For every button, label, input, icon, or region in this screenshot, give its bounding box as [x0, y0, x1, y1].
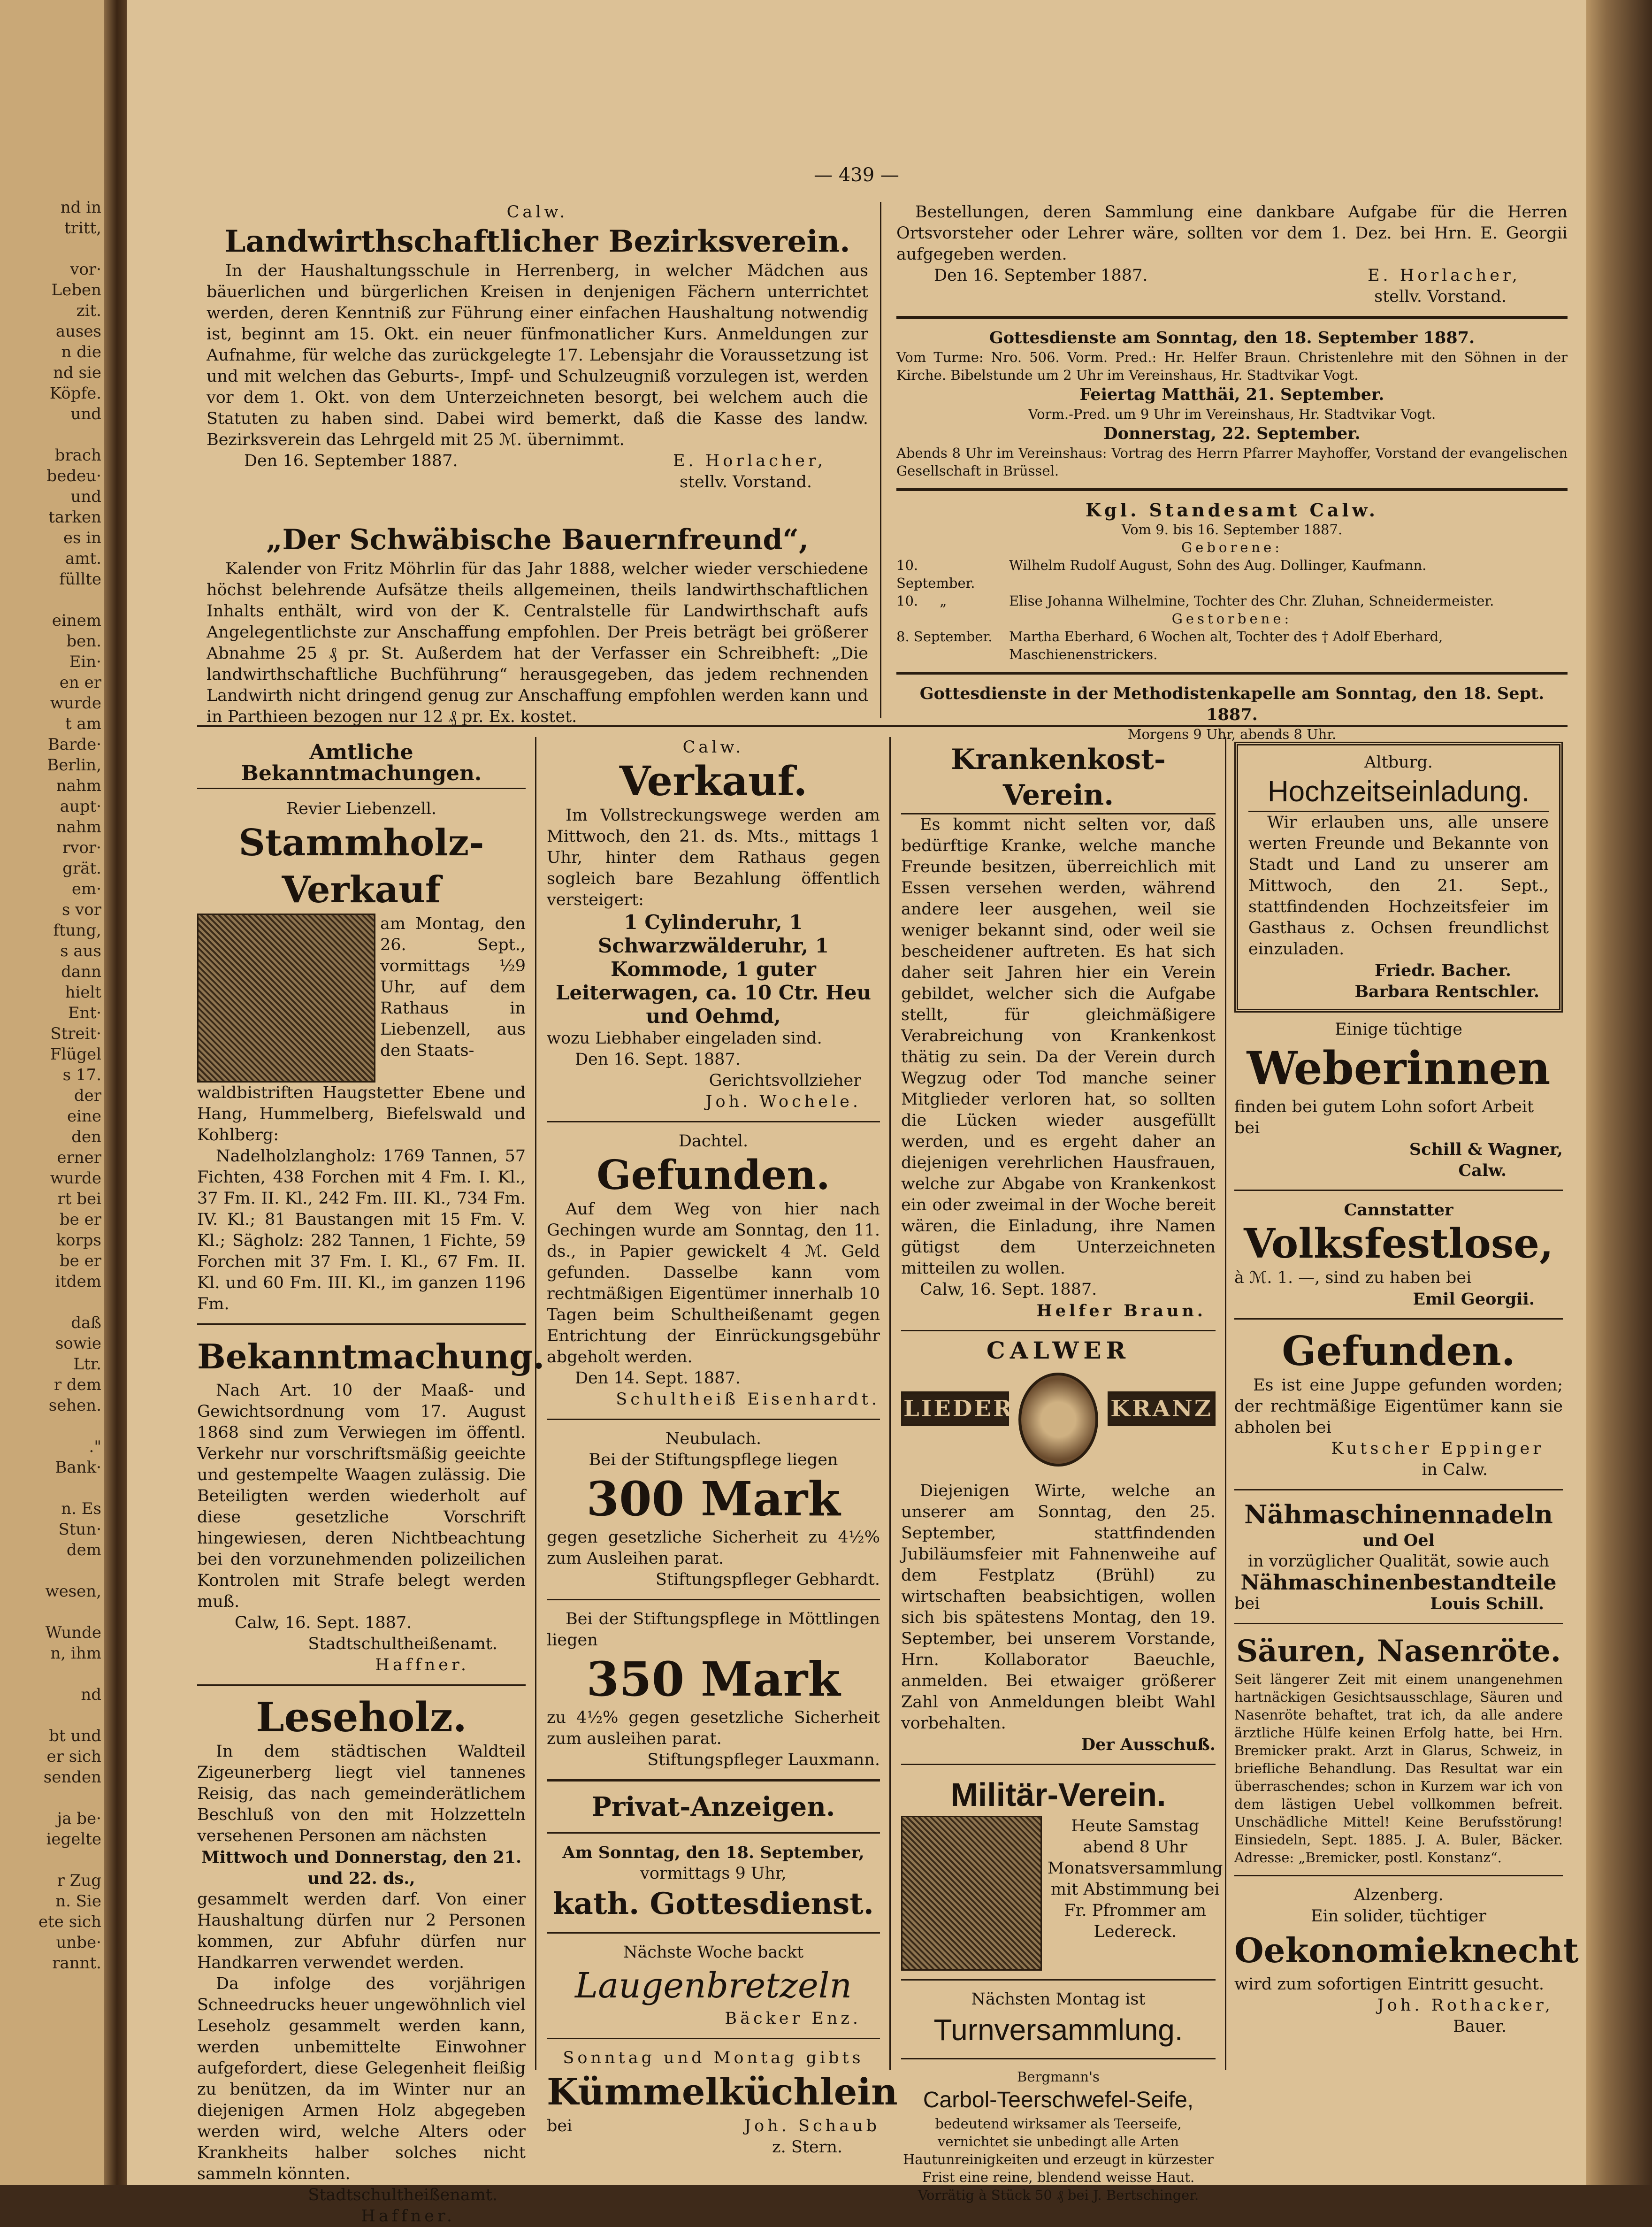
column-rule [1225, 737, 1226, 2070]
turn-intro: Nächsten Montag ist [971, 1990, 1146, 2009]
location: in Calw. [1422, 1460, 1488, 1479]
signature: Helfer Braun. [1036, 1301, 1206, 1321]
bekanntmachung-title: Bekanntmachung. [197, 1336, 545, 1376]
soap-body: bedeutend wirksamer als Teerseife, vernichtet sie unbedingt alle Arten Hautunreinigkeiten und erzeugt in kürzester Frist eine reine, blendend weisse Haut. Vorrätig à Stück 50 ₰ bei J. Bertschinger. [903, 2116, 1214, 2203]
kuchen-location: z. Stern. [772, 2138, 842, 2157]
bestellungen-text: Bestellungen, deren Sammlung eine dankbare Aufgabe für die Herren Ortsvorsteher oder Lehrer wäre, sollten vor dem 1. Dez. bei Hrn. E. Georgii aufgegeben werden. [896, 203, 1568, 264]
verkauf-items: 1 Cylinderuhr, 1 Schwarzwälderuhr, 1 Kommode, 1 guter Leiterwagen, ca. 10 Ctr. Heu und Oehmd, [555, 911, 872, 1028]
leseholz-body-2: gesammelt werden darf. Von einer Haushaltung dürfen nur 2 Personen kommen, zur Abfuhr dürfen nur Handkarren verwendet werden. [197, 1890, 526, 1972]
death-entry: Martha Eberhard, 6 Wochen alt, Tochter des † Adolf Eberhard, Maschienenstrickers. [1009, 629, 1443, 662]
lose-body: à ℳ. 1. —, sind zu haben bei [1234, 1268, 1472, 1287]
methodisten-title: Gottesdienste in der Methodistenkapelle am Sonntag, den 18. Sept. 1887. [919, 684, 1545, 724]
saeuren-body: Seit längerer Zeit mit einem unangenehmen hartnäckigen Gesichtsausschlage, Säuren und Nasenröte behaftet, trat ich, da alle andere ärztliche Hülfe keinen Erfolg hatte, bei Hrn. Bremicker prakt. Arzt in Glarus, Schweiz, in briefliche Behandlung. Das Resultat war ein überraschendes; schon in Kurzem war ich von dem lästigen Uebel vollkommen befreit. Unschädliche Mittel! Keine Berufsstörung! Einsiedeln, Sept. 1885. J. A. Buler, Bäcker. Adresse: „Bremicker, postl. Konstanz“. [1234, 1671, 1563, 1866]
loan-intro: Bei der Stiftungspflege in Möttlingen liegen [547, 1610, 880, 1650]
knecht-role: Bauer. [1453, 2017, 1507, 2036]
verkauf-tail: wozu Liebhaber eingeladen sind. [547, 1029, 822, 1048]
verkauf-title: Verkauf. [619, 758, 808, 805]
nadeln-signature: Louis Schill. [1430, 1594, 1544, 1613]
knecht-intro: Ein solider, tüchtiger [1311, 1907, 1486, 1926]
bauernfreund-body: Kalender von Fritz Möhrlin für das Jahr 1888, welcher wieder verschiedene höchst belehrende Aufsätze theils allgemeinen, theils landwirthschaftlichen Inhalts enthält, wird von der K. Centralstelle für Landwirthschaft aufs Angelegentlichste zur Anschaffung empfohlen. Der Preis beträgt bei größerer Abnahme 25 ₰ pr. St. Außerdem hat der Verfasser ein Schreibheft: „Die landwirthschaftliche Buchführung“ herausgegeben, das jedem rechnenden Landwirth nicht dringend genug zur Anschaffung empfohlen werden kann und in Parthieen bezogen nur 12 ₰ pr. Ex. kostet. [206, 560, 868, 726]
column-3 [901, 742, 1223, 2204]
facing-page [0, 0, 108, 2185]
forest-woodcut-image [197, 914, 375, 1083]
emblem-arc-text: CALWER [986, 1336, 1131, 1364]
place: Calw. [682, 738, 744, 757]
signature: E. Horlacher, [1367, 266, 1521, 285]
loan-amount: 350 Mark [586, 1651, 841, 1707]
geborene-heading: Geborene: [1181, 539, 1283, 555]
birth-entry: Elise Johanna Wilhelmine, Tochter des Chr. Zluhan, Schneidermeister. [1009, 593, 1494, 609]
place: Altburg. [1364, 753, 1433, 772]
bakery-intro: Nächste Woche backt [623, 1943, 804, 1962]
private-ads-header: Privat-Anzeigen. [591, 1791, 835, 1822]
weber-body: finden bei gutem Lohn sofort Arbeit bei [1234, 1098, 1534, 1137]
groom-name: Friedr. Bacher. [1374, 961, 1511, 980]
turn-title: Turnversammlung. [933, 2013, 1183, 2047]
loan-amount: 300 Mark [586, 1471, 841, 1527]
column-rule [535, 737, 536, 2070]
knecht-title: Oekonomieknecht [1234, 1930, 1579, 1970]
leseholz-title: Leseholz. [256, 1694, 467, 1741]
gefunden-body: Es ist eine Juppe gefunden worden; der rechtmäßige Eigentümer kann sie abholen bei [1234, 1376, 1563, 1437]
section-rule [197, 725, 1568, 727]
auction-time: am Montag, den 26. Sept., vormittags ½9 Uhr, auf dem Rathaus in Liebenzell, aus den Staats- [380, 914, 526, 1060]
date: Calw, 16. Sept. 1887. [235, 1613, 412, 1632]
verkauf-body: Im Vollstreckungswege werden am Mittwoch, den 21. ds. Mts., mittags 1 Uhr, hinter dem Rathaus gegen sogleich bare Bezahlung öffentlich versteigert: [547, 806, 880, 909]
bezirksverein-notice [206, 202, 868, 728]
role: stellv. Vorstand. [1374, 287, 1507, 306]
place: Calw. [506, 203, 568, 222]
lose-signature: Emil Georgii. [1413, 1290, 1535, 1309]
lyre-emblem-icon [1018, 1373, 1098, 1467]
feiertag-text: Vorm.-Pred. um 9 Uhr im Vereinshaus, Hr. Stadtvikar Vogt. [1028, 406, 1436, 422]
standesamt-title: Kgl. Standesamt Calw. [1086, 499, 1378, 521]
place: Alzenberg. [1354, 1886, 1444, 1904]
standesamt-range: Vom 9. bis 16. September 1887. [1121, 522, 1343, 538]
stammholz-title: Stammholz-Verkauf [238, 822, 484, 911]
column-rule [889, 737, 891, 2070]
lose-intro: Cannstatter [1344, 1200, 1453, 1220]
krankenkost-title: Krankenkost-Verein. [901, 742, 1216, 814]
column-4 [1234, 742, 1579, 2037]
column-1 [197, 740, 545, 2227]
liederkranz-emblem [901, 1336, 1216, 1476]
donnerstag-heading: Donnerstag, 22. September. [1103, 424, 1361, 443]
signature: Stiftungspfleger Gebhardt. [656, 1570, 880, 1589]
bauernfreund-title: „Der Schwäbische Bauernfreund“, [266, 523, 809, 556]
wedding-invitation-frame [1234, 742, 1563, 1013]
kuchen-signature: Joh. Schaub [744, 2117, 880, 2135]
nadeln-body: in vorzüglicher Qualität, sowie auch [1247, 1552, 1550, 1571]
gefunden-title: Gefunden. [597, 1152, 830, 1199]
signature: Joh. Wochele. [705, 1092, 861, 1111]
revier: Revier Liebenzell. [286, 799, 437, 818]
death-date: 8. September. [896, 629, 993, 645]
liederkranz-body: Diejenigen Wirte, welche an unserer am Sonntag, den 25. September, stattfindenden Jubiläumsfeier mit Fahnenweihe auf dem Festplatz (Brühl) zu wirtschaften beabsichtigen, wollen sich bis spätestens Montag, den 19. September, bei unserem Vorstande, Hrn. Kollaborator Baeuchle, anmelden. Bei etwaiger größerer Zahl von Anmeldungen bleibt Wahl vorbehalten. [901, 1482, 1216, 1733]
kuchen-title: Kümmelküchlein [547, 2071, 898, 2113]
auction-districts: waldbistriften Haugstetter Ebene und Hang, Hummelberg, Biefelswald und Kohlberg: [197, 1083, 526, 1144]
gottesdienste-text: Vom Turme: Nro. 506. Vorm. Pred.: Hr. Helfer Braun. Christenlehre mit den Söhnen in der Kirche. Bibelstunde um 2 Uhr im Vereinshaus, Hr. Stadtvikar Vogt. [896, 349, 1568, 383]
signature: Kutscher Eppinger [1331, 1439, 1544, 1458]
methodisten-times: Morgens 9 Uhr, abends 8 Uhr. [1127, 726, 1337, 742]
newspaper-page [127, 0, 1586, 2226]
amtliche-header: Amtliche Bekanntmachungen. [197, 742, 526, 789]
loan-intro: Bei der Stiftungspflege liegen [589, 1451, 838, 1469]
column-rule [880, 202, 881, 718]
leseholz-body-3: Da infolge des vorjährigen Schneedrucks heuer ungewöhnlich viel Leseholz gesammelt werden kann, werden unbemittelte Einwohner aufgefordert, diese Gelegenheit fleißig zu benützen, da im Winter nur an diejenigen Armen Holz abgegeben werden wird, welche Alters oder Krankheits halber solches nicht sammeln könnten. [197, 1974, 526, 2183]
church-date: Am Sonntag, den 18. September, [562, 1843, 864, 1862]
wedding-body: Wir erlauben uns, alle unsere werten Freunde und Bekannte von Stadt und Land zu unserer am Mittwoch, den 21. Sept., stattfindenden Hochzeitsfeier im Gasthaus z. Ochsen freundlichst einzuladen. [1248, 813, 1549, 959]
notice-date: Den 16. September 1887. [244, 452, 458, 470]
weber-location: Calw. [1458, 1161, 1507, 1180]
bride-name: Barbara Rentschler. [1354, 982, 1539, 1001]
krankenkost-body: Es kommt nicht selten vor, daß bedürftige Kranke, welche manche Freunde besitzen, überreichlich mit Essen versehen werden, während andere leer ausgehen, weil sie weniger bekannt sind, oder weil sie bescheidener auftreten. Es hat sich daher seit Jahren hier ein Verein gebildet, welcher sich die Aufgabe stellt, für gleichmäßigere Verabreichung von Krankenkost thätig zu sein. Da der Verein durch Wegzug oder Tod manche seiner Mitglieder verloren hat, so sollten die Lücken wieder ausgefüllt werden, und es ergeht daher an diejenigen verehrlichen Hausfrauen, welche zur Abgabe von Krankenkost ein oder zweimal in der Woche bereit wären, die Einladung, ihre Namen gütigst dem Unterzeichneten mitteilen zu wollen. [901, 815, 1216, 1278]
bekanntmachung-body: Nach Art. 10 der Maaß- und Gewichtsordnung vom 17. August 1868 sind zum Verwiegen im öffentl. Verkehr nur vorschriftsmäßig geeichte und gestempelte Waagen zulässig. Die Beteiligten werden wiederholt auf diese gesetzliche Vorschrift hingewiesen, deren Nichtbeachtung bei den vorzunehmenden polizeilichen Kontrolen mit Strafe belegt werden muß. [197, 1381, 526, 1611]
leseholz-days: Mittwoch und Donnerstag, den 21. und 22. ds., [201, 1848, 522, 1888]
church-title: kath. Gottesdienst. [553, 1886, 874, 1921]
birth-entry: Wilhelm Rudolf August, Sohn des Aug. Dollinger, Kaufmann. [1009, 557, 1427, 573]
gefunden-body: Auf dem Weg von hier nach Gechingen wurde am Sonntag, den 11. ds., in Papier gewickelt 4 ℳ. Geld gefunden. Dasselbe kann vom rechtmäßigen Eigentümer innerhalb 10 Tagen beim Schultheißenamt gegen Entrichtung der Einrückungsgebühr abgeholt werden. [547, 1200, 880, 1367]
timber-list: Nadelholzlangholz: 1769 Tannen, 57 Fichten, 438 Forchen mit 4 Fm. I. Kl., 37 Fm. II. Kl., 242 Fm. III. Kl., 734 Fm. IV. Kl.; 81 Baustangen mit 15 Fm. V. Kl.; Sägholz: 282 Tannen, 1 Fichte, 59 Forchen mit 37 Fm. I. Kl., 67 Fm. II. Kl. und 60 Fm. III. Kl., im ganzen 1196 Fm. [197, 1147, 526, 1313]
lose-title: Volksfestlose, [1244, 1220, 1553, 1267]
notice-role: stellv. Vorstand. [680, 473, 812, 491]
notice-body: In der Haushaltungsschule in Herrenberg, in welcher Mädchen aus bäuerlichen und bürgerlichen Kreisen in denjenigen Fächern unterrichtet werden, deren Kenntniß zur Führung einer einfachen Haushaltung notwendig ist, beginnt am 15. Okt. ein neuer fünfmonatlicher Kurs. Anmeldungen zur Aufnahme, für welche das zurückgelegte 17. Lebensjahr die Voraussetzung ist und mit welchen das Geburts-, Impf- und Schulzeugniß vorzulegen ist, werden vor dem 1. Okt. von dem Unterzeichneten besorgt, bei welchem auch die Statuten zu haben sind. Dabei wird bemerkt, daß die Kasse des landw. Bezirksverein das Lehrgeld mit 25 ℳ. übernimmt. [206, 261, 868, 449]
signature: Haffner. [361, 2207, 455, 2226]
notice-signature: E. Horlacher, [673, 452, 826, 470]
gestorbene-heading: Gestorbene: [1171, 611, 1293, 627]
place: Dachtel. [678, 1132, 749, 1151]
nadeln-title: Nähmaschinennadeln [1244, 1499, 1553, 1529]
date: Den 16. Sept. 1887. [575, 1050, 741, 1069]
feiertag-heading: Feiertag Matthäi, 21. September. [1079, 385, 1384, 404]
page-edge [1586, 0, 1652, 2185]
birth-date: 10. „ [896, 593, 947, 609]
emblem-left-banner: LIEDER [901, 1391, 1009, 1426]
wedding-title: Hochzeitseinladung. [1248, 773, 1549, 812]
nadeln-oel: und Oel [1362, 1531, 1435, 1550]
page-number: — 439 — [814, 164, 899, 186]
facing-page-text: nd in tritt, vor· Leben zit. auses n die nd sie Köpfe. und brach bedeu· und tarken es in amt. füllte einem ben. Ein· en er wurde t am Barde· Berlin, nahm aupt· nahm rvor· grät. em· s vor ftung, s aus dann hielt Ent· Streit· Flügel s 17. der eine den erner wurde rt bei be er korps be er itdem daß sowie Ltr. r dem sehen. ." Bank· n. Es Stun· dem wesen, Wunde n, ihm nd bt und er sich senden ja be· iegelte r Zug n. Sie ete sich unbe· rannt. [38, 198, 101, 1973]
donnerstag-text: Abends 8 Uhr im Vereinshaus: Vortrag des Herrn Pfarrer Mayhoffer, Vorstand der evangelischen Gesellschaft in Brüssel. [896, 445, 1568, 479]
weber-intro: Einige tüchtige [1335, 1020, 1462, 1039]
office: Stadtschultheißenamt. [308, 2186, 497, 2204]
signature: Schultheiß Eisenhardt. [616, 1390, 880, 1409]
saeuren-title: Säuren, Nasenröte. [1236, 1634, 1561, 1669]
bakery-signature: Bäcker Enz. [725, 2009, 861, 2028]
date: Calw, 16. Sept. 1887. [920, 1280, 1097, 1299]
bakery-title: Laugenbretzeln [574, 1966, 852, 2006]
leseholz-body: In dem städtischen Waldteil Zigeunerberg liegt viel tannenes Reisig, das nach gemeinderätlichem Beschluß von den mit Holzzetteln versehenen Personen am nächsten [197, 1742, 526, 1845]
emblem-right-banner: KRANZ [1108, 1391, 1216, 1426]
eagle-flags-icon [901, 1816, 1042, 1971]
column-2 [547, 737, 898, 2158]
notice-title: Landwirthschaftlicher Bezirksverein. [224, 224, 850, 259]
date: Den 16. September 1887. [934, 266, 1148, 285]
signature: Haffner. [375, 1656, 469, 1674]
nadeln-bei: bei [1234, 1594, 1260, 1613]
knecht-signature: Joh. Rothacker, [1377, 1996, 1553, 2015]
office: Stadtschultheißenamt. [308, 1635, 497, 1653]
soap-title: Carbol-Teerschwefel-Seife, [923, 2088, 1194, 2112]
gottesdienste-title: Gottesdienste am Sonntag, den 18. September 1887. [989, 328, 1475, 347]
gefunden-title: Gefunden. [1282, 1328, 1515, 1375]
church-time: vormittags 9 Uhr, [640, 1864, 787, 1883]
office: Gerichtsvollzieher [709, 1071, 861, 1090]
soap-brand: Bergmann's [1017, 2069, 1100, 2085]
nadeln-title-2: Nähmaschinenbestandteile [1240, 1571, 1557, 1595]
date: Den 14. Sept. 1887. [575, 1369, 741, 1388]
top-right-block [896, 202, 1568, 743]
kuchen-bei: bei [547, 2117, 573, 2135]
militaer-text: Heute Samstag abend 8 Uhr Monatsversammlung mit Abstimmung bei Fr. Pfrommer am Ledereck. [1048, 1817, 1223, 1941]
liederkranz-signature: Der Ausschuß. [1081, 1735, 1216, 1754]
loan-terms: gegen gesetzliche Sicherheit zu 4½% zum Ausleihen parat. [547, 1528, 880, 1568]
kuchen-intro: Sonntag und Montag gibts [563, 2049, 864, 2067]
signature: Stiftungspfleger Lauxmann. [647, 1751, 880, 1769]
knecht-body: wird zum sofortigen Eintritt gesucht. [1234, 1975, 1545, 1994]
loan-terms: zu 4½% gegen gesetzliche Sicherheit zum ausleihen parat. [547, 1708, 880, 1748]
weber-title: Weberinnen [1247, 1042, 1551, 1095]
place: Neubulach. [665, 1429, 762, 1448]
weber-signature: Schill & Wagner, [1409, 1140, 1563, 1159]
militaer-title: Militär-Verein. [950, 1776, 1166, 1813]
birth-date: 10. September. [896, 557, 975, 591]
